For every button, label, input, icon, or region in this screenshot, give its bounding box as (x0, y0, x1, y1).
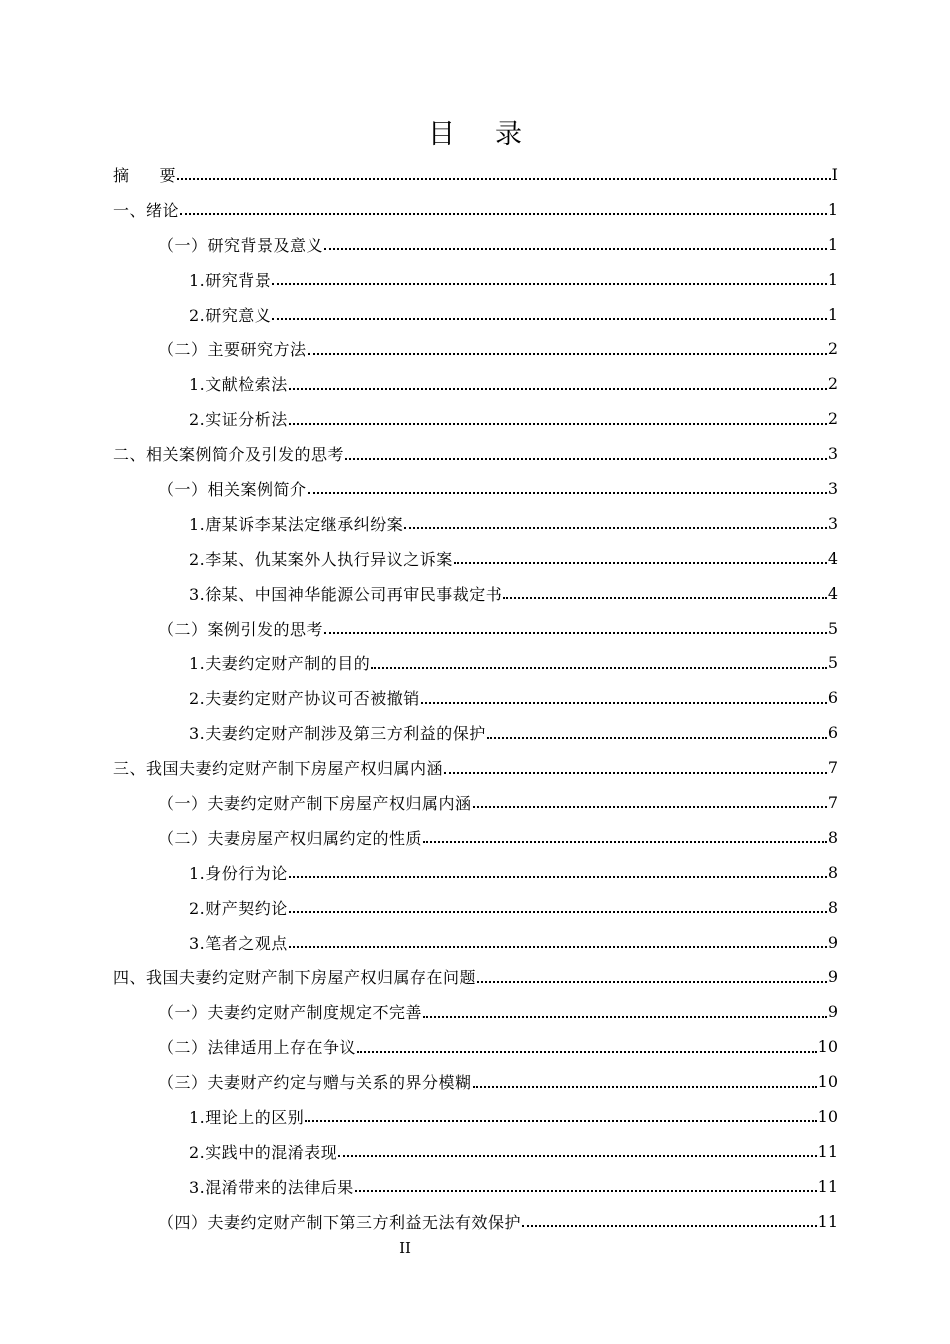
toc-entry[interactable] (113, 436, 838, 471)
toc-entry-label: 二、相关案例简介及引发的思考 (113, 445, 345, 465)
toc-entry[interactable] (113, 1134, 838, 1169)
toc-leader-dots (305, 1119, 816, 1122)
toc-leader-dots (180, 212, 827, 215)
page-title: 目录 (428, 119, 562, 150)
toc-entry-label: （二）案例引发的思考 (158, 619, 324, 639)
toc-leader-dots (423, 1015, 827, 1018)
toc-leader-dots (473, 805, 827, 808)
toc-entry-label: （二）主要研究方法 (158, 340, 307, 360)
toc-entry-page: 1 (827, 304, 838, 324)
toc-entry-label: 1.研究背景 (189, 270, 272, 290)
toc-entry[interactable] (113, 680, 838, 715)
toc-entry-page: 1 (827, 234, 838, 254)
toc-leader-dots (177, 177, 831, 180)
toc-entry-page: 10 (817, 1072, 838, 1092)
toc-entry-page: 5 (827, 653, 838, 673)
toc-entry[interactable] (113, 855, 838, 890)
toc-entry-page: 9 (827, 1002, 838, 1022)
toc-entry[interactable] (113, 925, 838, 960)
toc-entry[interactable] (113, 227, 838, 262)
toc-entry-page: 5 (827, 618, 838, 638)
toc-leader-dots (289, 422, 827, 425)
toc-leader-dots (308, 352, 827, 355)
toc-entry-page: 11 (817, 1141, 838, 1161)
page-footer (0, 1239, 950, 1257)
toc-entry-page: 6 (827, 688, 838, 708)
toc-leader-dots (272, 317, 827, 320)
toc-entry[interactable] (113, 506, 838, 541)
toc-entry[interactable] (113, 820, 838, 855)
toc-entry-page: 4 (827, 548, 838, 568)
toc-entry-label: （二）夫妻房屋产权归属约定的性质 (158, 828, 423, 848)
toc-leader-dots (324, 631, 827, 634)
toc-entry-page: 2 (827, 409, 838, 429)
toc-entry-label: 3.混淆带来的法律后果 (189, 1177, 354, 1197)
toc-entry[interactable] (113, 541, 838, 576)
toc-entry-page: 9 (827, 967, 838, 987)
toc-entry[interactable] (113, 750, 838, 785)
toc-entry-label: 2.李某、仇某案外人执行异议之诉案 (189, 549, 453, 569)
toc-leader-dots (423, 840, 827, 843)
toc-entry-label: 1.唐某诉李某法定继承纠纷案 (189, 514, 404, 534)
toc-leader-dots (289, 387, 827, 390)
toc-entry-page: 9 (827, 932, 838, 952)
toc-leader-dots (477, 980, 827, 983)
toc-entry-page: 1 (827, 199, 838, 219)
toc-entry[interactable] (113, 401, 838, 436)
toc-entry[interactable] (113, 890, 838, 925)
toc-entry-page: 2 (827, 374, 838, 394)
toc-entry-label: 2.实证分析法 (189, 410, 288, 430)
toc-entry[interactable] (113, 611, 838, 646)
toc-entry-label: 3.徐某、中国神华能源公司再审民事裁定书 (189, 584, 503, 604)
toc-entry[interactable] (113, 645, 838, 680)
toc-entry-label: （三）夫妻财产约定与赠与关系的界分模糊 (158, 1073, 472, 1093)
toc-entry-page: 3 (827, 444, 838, 464)
toc-entry-page: 4 (827, 583, 838, 603)
toc-entry[interactable] (113, 366, 838, 401)
toc-entry[interactable] (113, 959, 838, 994)
toc-entry-page: 10 (817, 1037, 838, 1057)
toc-entry-label: 2.研究意义 (189, 305, 272, 325)
toc-entry-label: （一）夫妻约定财产制下房屋产权归属内涵 (158, 793, 472, 813)
toc-leader-dots (487, 736, 827, 739)
table-of-contents (113, 157, 838, 1239)
toc-entry-page: 8 (827, 897, 838, 917)
toc-entry[interactable] (113, 576, 838, 611)
toc-entry[interactable] (113, 1029, 838, 1064)
toc-leader-dots (355, 1189, 817, 1192)
toc-entry-page: 3 (827, 478, 838, 498)
toc-entry-label: 2.财产契约论 (189, 898, 288, 918)
toc-leader-dots (444, 771, 827, 774)
toc-entry-page: 10 (817, 1106, 838, 1126)
toc-entry-label: 一、绪论 (113, 200, 180, 220)
toc-entry-label: 1.夫妻约定财产制的目的 (189, 654, 371, 674)
toc-leader-dots (289, 945, 827, 948)
toc-leader-dots (338, 1154, 816, 1157)
toc-entry[interactable] (113, 994, 838, 1029)
toc-entry-label: 1.文献检索法 (189, 375, 288, 395)
toc-entry[interactable] (113, 1169, 838, 1204)
toc-entry-page: 2 (827, 339, 838, 359)
toc-leader-dots (308, 491, 827, 494)
toc-entry[interactable] (113, 262, 838, 297)
toc-entry-page: 6 (827, 723, 838, 743)
toc-leader-dots (289, 910, 827, 913)
toc-entry[interactable] (113, 1204, 838, 1239)
toc-entry-label: 四、我国夫妻约定财产制下房屋产权归属存在问题 (113, 968, 477, 988)
toc-leader-dots (289, 875, 827, 878)
toc-leader-dots (272, 282, 827, 285)
footer-page-number: II (399, 1239, 411, 1257)
toc-leader-dots (454, 561, 827, 564)
toc-entry-page: I (831, 164, 838, 184)
toc-entry-page: 1 (827, 269, 838, 289)
toc-entry-label: 3.笔者之观点 (189, 933, 288, 953)
toc-leader-dots (404, 526, 827, 529)
toc-entry-label: 3.夫妻约定财产制涉及第三方利益的保护 (189, 724, 486, 744)
toc-leader-dots (357, 1050, 817, 1053)
toc-leader-dots (473, 1085, 817, 1088)
toc-entry-label: （二）法律适用上存在争议 (158, 1038, 357, 1058)
toc-entry-label: 2.夫妻约定财产协议可否被撤销 (189, 689, 420, 709)
toc-leader-dots (345, 457, 827, 460)
toc-entry-page: 7 (827, 758, 838, 778)
toc-entry-page: 8 (827, 827, 838, 847)
toc-entry[interactable] (113, 715, 838, 750)
toc-entry-label: 三、我国夫妻约定财产制下房屋产权归属内涵 (113, 759, 444, 779)
toc-entry-page: 3 (827, 513, 838, 533)
toc-entry[interactable] (113, 1064, 838, 1099)
toc-entry[interactable] (113, 331, 838, 366)
toc-entry-label: 1.理论上的区别 (189, 1107, 305, 1127)
toc-entry-label: 摘 要 (113, 165, 177, 185)
toc-entry-label: （一）相关案例简介 (158, 479, 307, 499)
toc-entry-label: （一）研究背景及意义 (158, 235, 324, 255)
toc-entry-page: 11 (817, 1211, 838, 1231)
toc-leader-dots (522, 1224, 817, 1227)
toc-entry[interactable] (113, 1099, 838, 1134)
toc-entry[interactable] (113, 785, 838, 820)
toc-entry[interactable] (113, 192, 838, 227)
toc-entry[interactable] (113, 157, 838, 192)
toc-entry-page: 11 (817, 1176, 838, 1196)
toc-entry-label: （一）夫妻约定财产制度规定不完善 (158, 1003, 423, 1023)
toc-entry-label: 1.身份行为论 (189, 863, 288, 883)
toc-entry-page: 7 (827, 792, 838, 812)
toc-entry[interactable] (113, 471, 838, 506)
toc-leader-dots (324, 247, 827, 250)
toc-leader-dots (503, 596, 827, 599)
toc-leader-dots (371, 666, 827, 669)
toc-entry-label: （四）夫妻约定财产制下第三方利益无法有效保护 (158, 1212, 522, 1232)
toc-entry[interactable] (113, 297, 838, 332)
toc-leader-dots (421, 701, 827, 704)
toc-entry-label: 2.实践中的混淆表现 (189, 1142, 338, 1162)
toc-entry-page: 8 (827, 862, 838, 882)
